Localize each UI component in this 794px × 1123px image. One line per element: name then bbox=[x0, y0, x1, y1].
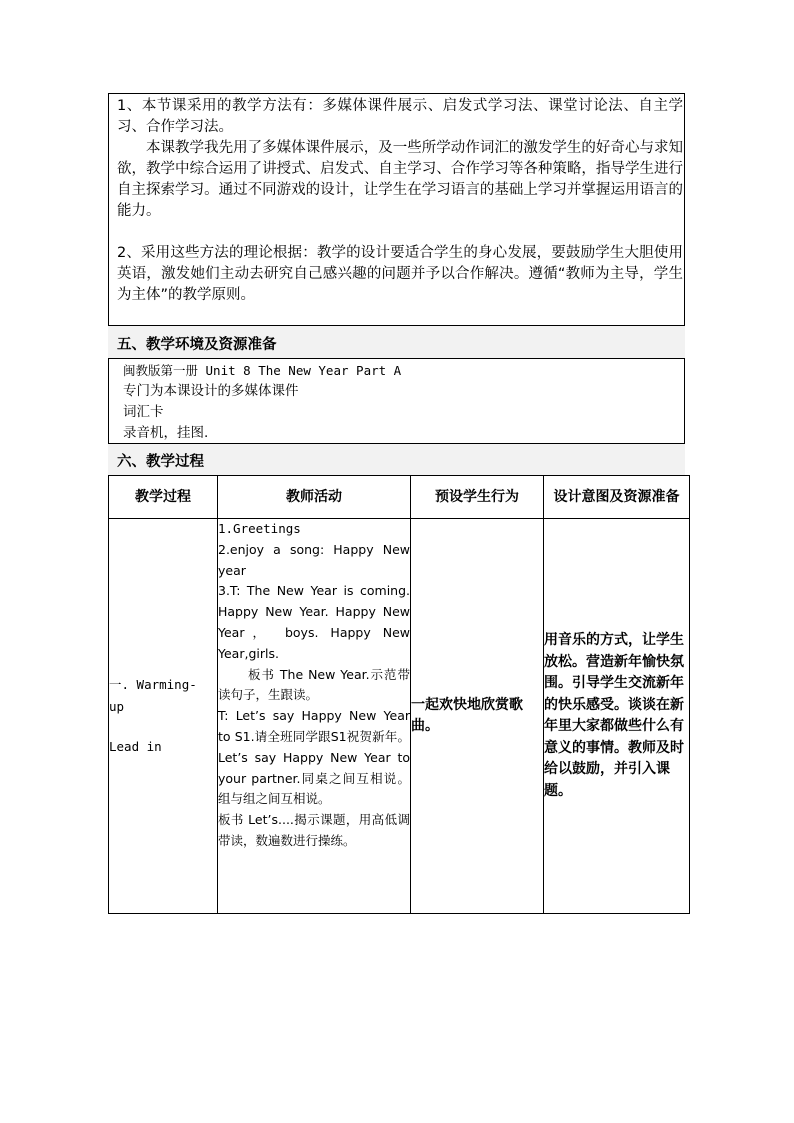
methods-paragraph-2-text: 本课教学我先用了多媒体课件展示，及一些所学动作词汇的激发学生的好奇心与求知欲，教学中综合运用了讲授式、启发式、自主学习、合作学习等各种策略，指导学生进行自主探索学习。通过不同游戏的设计，让学生在学习语言的基础上学习并掌握运用语言的能力。 bbox=[117, 140, 683, 219]
header-student: 预设学生行为 bbox=[411, 476, 544, 519]
header-stage: 教学过程 bbox=[109, 476, 218, 519]
methods-paragraph-1: 1、本节课采用的教学方法有：多媒体课件展示、启发式学习法、课堂讨论法、自主学习、合作学习法。 bbox=[117, 98, 683, 135]
process-table bbox=[108, 475, 690, 914]
teacher-activity-cell bbox=[218, 519, 411, 914]
teacher-step-3: 3.T: The New Year is coming. Happy New Year. Happy New Year， boys. Happy New Year,girls. bbox=[218, 583, 410, 661]
design-intent-cell: 用音乐的方式，让学生放松。营造新年愉快氛围。引导学生交流新年的快乐感受。谈谈在新年里大家都做些什么有意义的事情。教师及时给以鼓励，并引入课题。 bbox=[544, 519, 690, 914]
stage-line-2: up bbox=[109, 699, 125, 714]
header-teacher: 教师活动 bbox=[218, 476, 411, 519]
methods-paragraph-3: 2、采用这些方法的理论根据：教学的设计要适合学生的身心发展，要鼓励学生大胆使用英语，激发她们主动去研究自己感兴趣的问题并予以合作解决。遵循“教师为主导，学生为主体”的教学原则。 bbox=[117, 245, 683, 303]
env-item-courseware: 专门为本课设计的多媒体课件 bbox=[123, 383, 299, 399]
teacher-step-4: 板书 The New Year.示范带读句子，生跟读。 bbox=[218, 666, 410, 703]
env-section-title: 五、教学环境及资源准备 bbox=[117, 336, 277, 353]
stage-line-1: 一. Warming- bbox=[109, 677, 197, 692]
process-section-title: 六、教学过程 bbox=[117, 453, 204, 470]
env-item-textbook: 闽教版第一册 Unit 8 The New Year Part A bbox=[123, 363, 402, 378]
env-item-vocab-cards: 词汇卡 bbox=[123, 404, 164, 420]
teacher-step-6: 板书 Let’s....揭示课题，用高低调带读，数遍数进行操练。 bbox=[218, 812, 410, 848]
process-table-row bbox=[109, 519, 690, 914]
student-behavior-cell: 一起欢快地欣赏歌曲。 bbox=[411, 519, 544, 914]
process-table-header-row bbox=[109, 476, 690, 519]
env-item-recorder: 录音机，挂图. bbox=[123, 425, 209, 441]
header-intent: 设计意图及资源准备 bbox=[544, 476, 690, 519]
stage-line-3: Lead in bbox=[109, 739, 162, 754]
stage-cell bbox=[109, 519, 218, 914]
teacher-step-1: 1.Greetings bbox=[218, 521, 301, 536]
teacher-step-5: T: Let’s say Happy New Year to S1.请全班同学跟S1祝贺新年。Let’s say Happy New Year to your partner.同桌之间互相说。组与组之间互相说。 bbox=[218, 708, 410, 807]
teacher-step-2: 2.enjoy a song: Happy New year bbox=[218, 541, 410, 578]
methods-paragraph-2 bbox=[117, 138, 683, 222]
